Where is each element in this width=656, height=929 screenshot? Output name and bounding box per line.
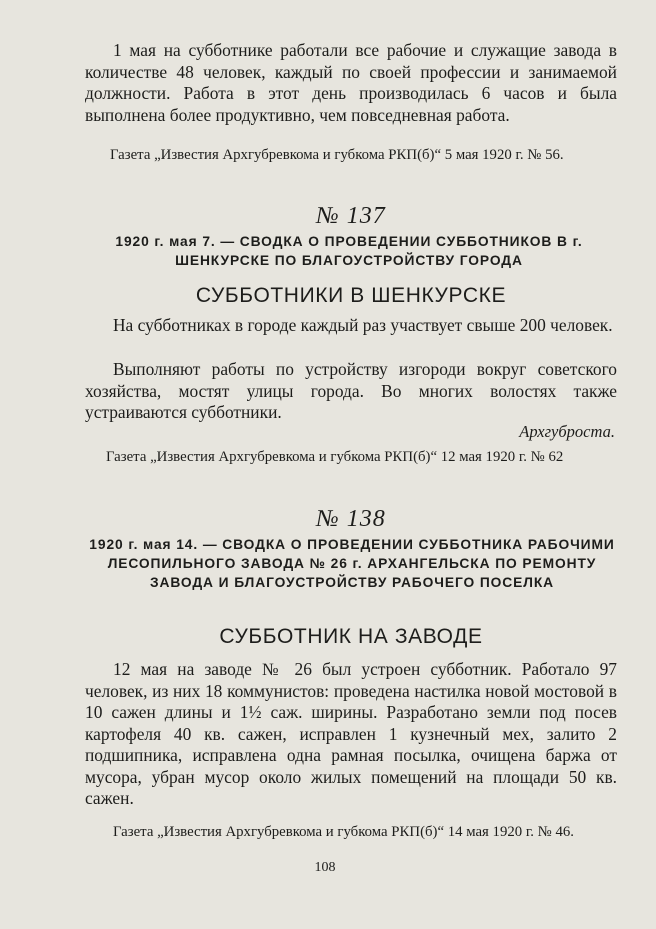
- newspaper-source: Газета „Известия Архгубревкома и губкома РКП(б)“ 5 мая 1920 г. № 56.: [110, 147, 564, 163]
- newspaper-source: Газета „Известия Архгубревкома и губкома РКП(б)“ 14 мая 1920 г. № 46.: [113, 824, 574, 840]
- body-paragraph: Выполняют работы по устройству изгороди вокруг советского хозяйства, мостят улицы города. Во многих волостях также устраиваются субботники.: [85, 359, 617, 422]
- article-title: СУББОТНИК НА ЗАВОДЕ: [219, 625, 483, 648]
- article-title: СУББОТНИКИ В ШЕНКУРСКЕ: [195, 284, 507, 307]
- body-paragraph: 12 мая на заводе № 26 был устроен субботник. Работало 97 человек, из них 18 коммунистов: проведена настилка новой мостовой в 10 сажен длины и 1½ саж. ширины. Разработано земли под посев картофеля 40 кв. сажен, исправлен 1 кузнечный мех, залито 2 подшипника, исправлена одна рамная посылка, очищена баржа от мусора, убран мусор около жилых помещений на площади 50 кв. сажен.: [85, 659, 617, 808]
- document-number: № 137: [316, 203, 386, 229]
- body-paragraph: 1 мая на субботнике работали все рабочие и служащие завода в количестве 48 человек, каждый по своей профессии и занимаемой должности. Работа в этот день производилась 6 часов и была выполнена более продуктивно, чем повседневная работа.: [85, 40, 617, 125]
- body-paragraph: На субботниках в городе каждый раз участвует свыше 200 человек.: [113, 315, 613, 335]
- page-number: 108: [314, 860, 336, 875]
- document-number: № 138: [316, 506, 386, 532]
- document-heading: 1920 г. мая 14. — СВОДКА О ПРОВЕДЕНИИ СУББОТНИКА РАБОЧИМИ ЛЕСОПИЛЬНОГО ЗАВОДА № 26 г. АРХАНГЕЛЬСКА ПО РЕМОНТУ ЗАВОДА И БЛАГОУСТРОЙСТВУ РАБОЧЕГО ПОСЕЛКА: [89, 537, 615, 590]
- signature: Архгуброста.: [519, 422, 615, 441]
- newspaper-source: Газета „Известия Архгубревкома и губкома РКП(б)“ 12 мая 1920 г. № 62: [106, 449, 564, 465]
- document-heading: 1920 г. мая 7. — СВОДКА О ПРОВЕДЕНИИ СУББОТНИКОВ В г. ШЕНКУРСКЕ ПО БЛАГОУСТРОЙСТВУ ГОРОДА: [115, 234, 583, 268]
